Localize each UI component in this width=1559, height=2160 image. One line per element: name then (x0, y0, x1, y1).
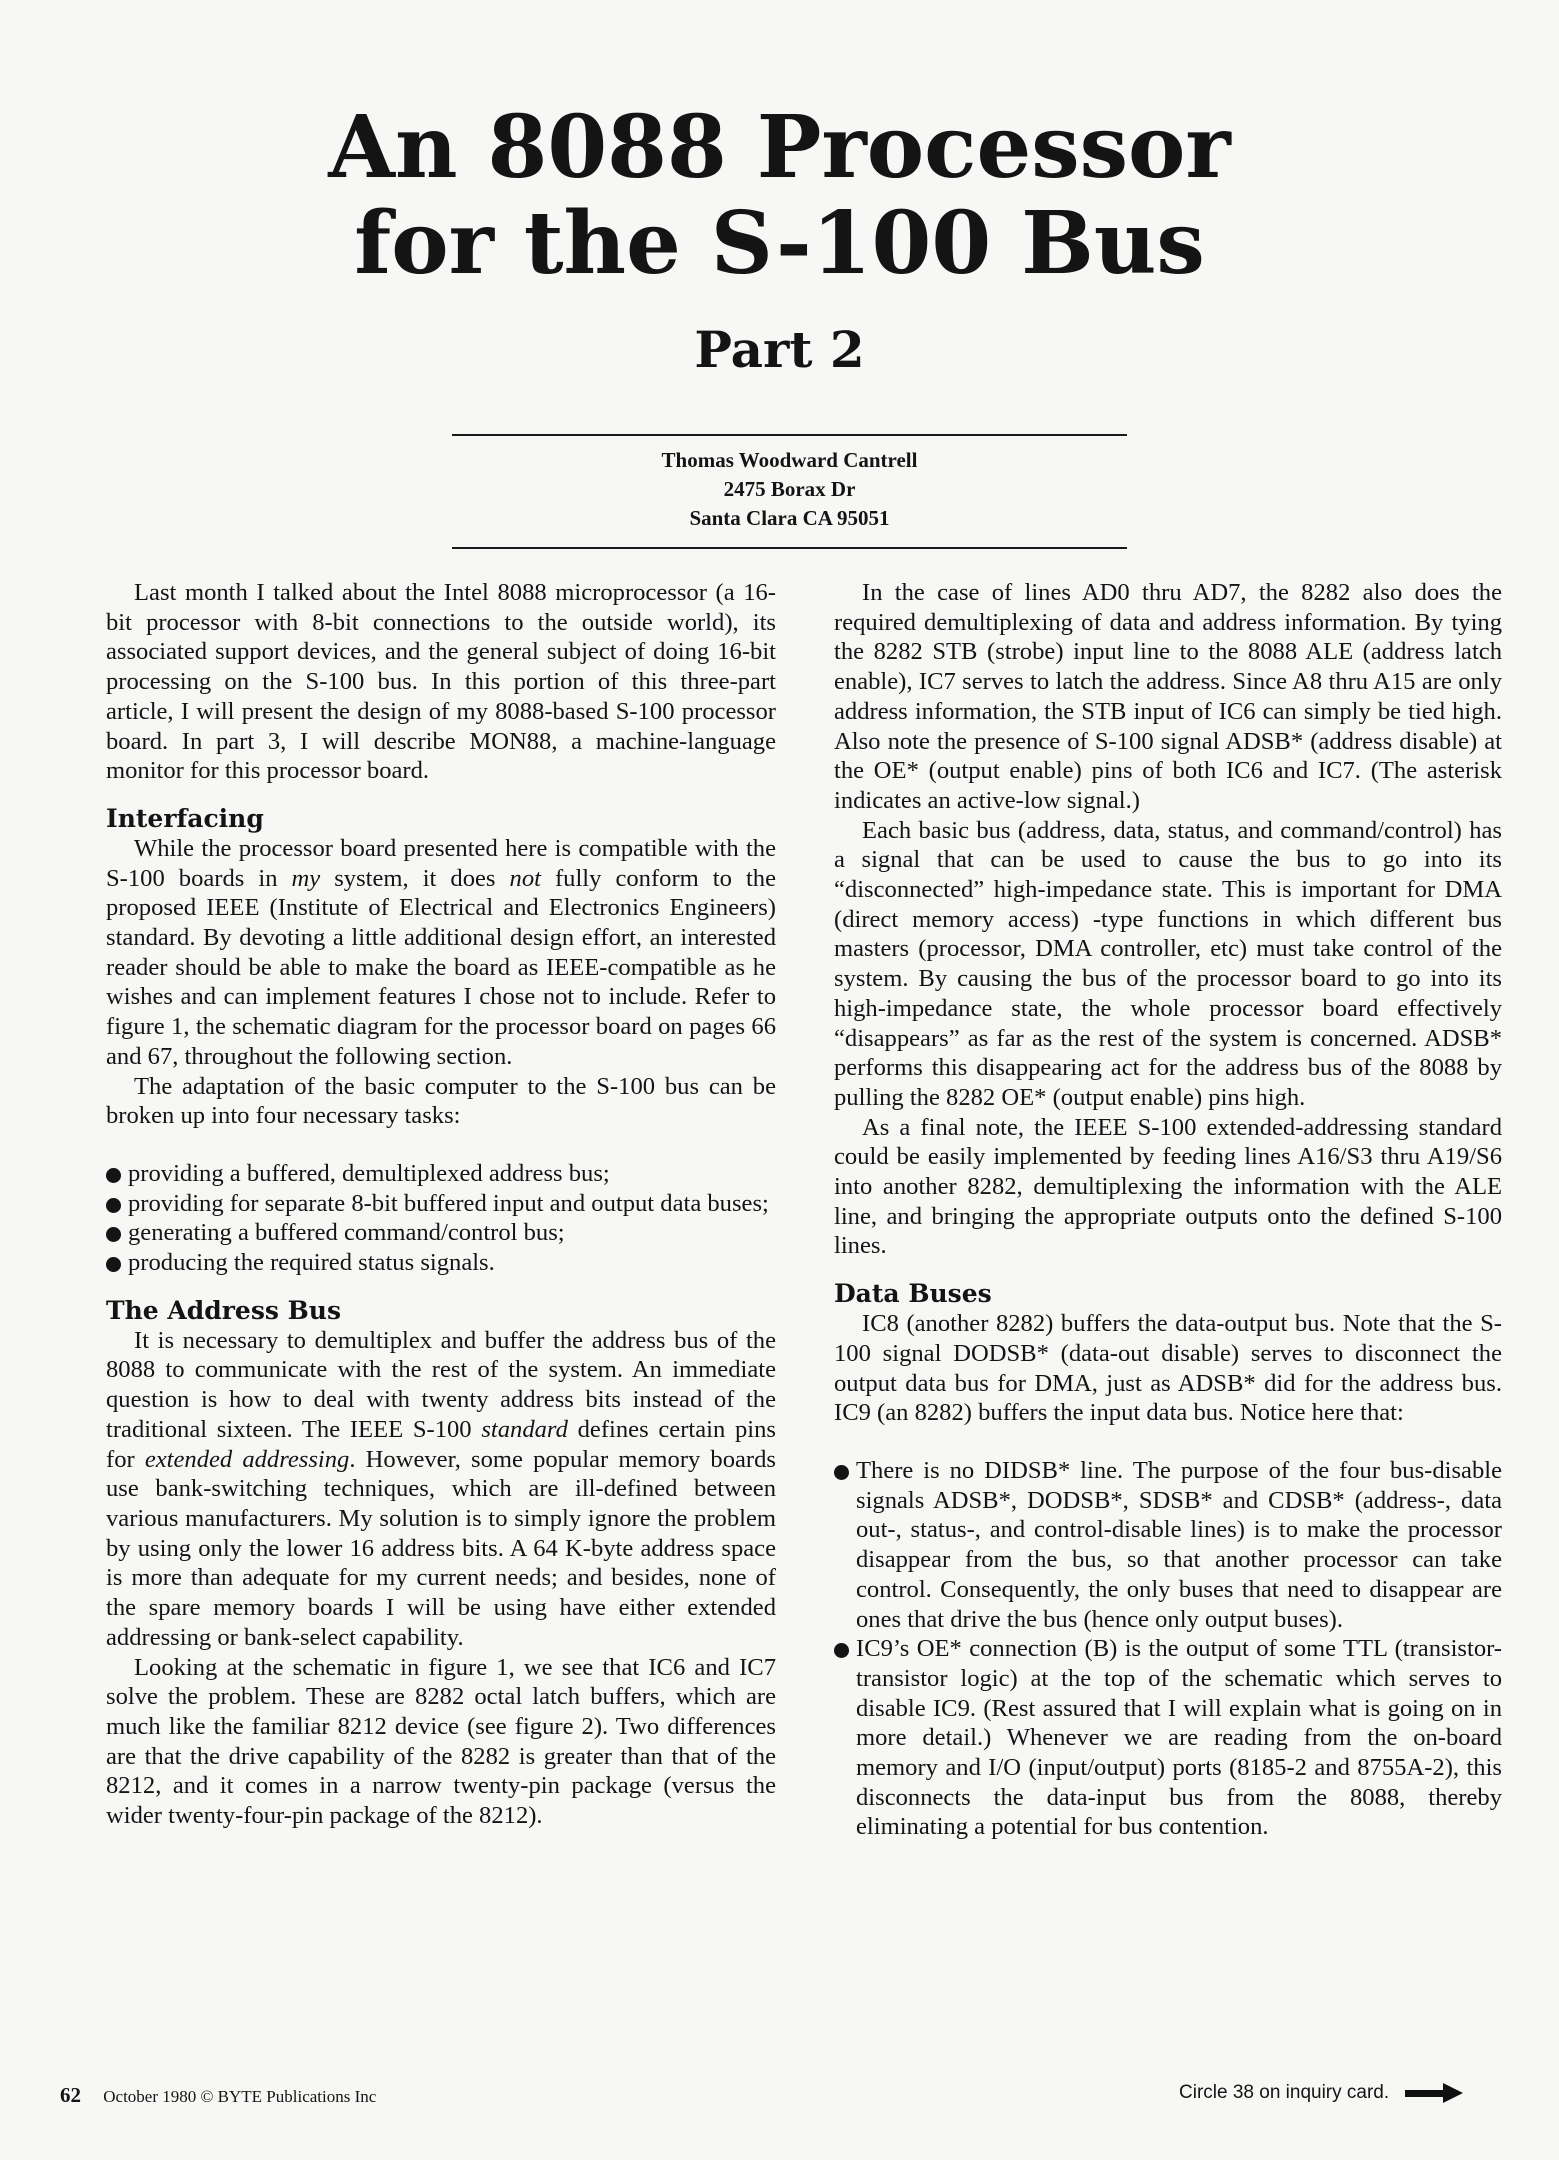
bullet-icon (106, 1227, 121, 1242)
spacer (834, 1428, 1502, 1456)
right-column (834, 578, 1502, 1842)
text-run: fully conform to the proposed IEEE (Institute of Electrical and Electronics Engineers) standard. By devoting a little additional design effort, an interested reader should be able to make the board as IEEE-compatible as he wishes and can implement features I chose not to include. Refer to figure 1, the schematic diagram for the processor board on pages 66 and 67, throughout the following section. (106, 864, 776, 1070)
list-item-text: generating a buffered command/control bus; (128, 1219, 565, 1247)
issue-credit: October 1980 © BYTE Publications Inc (103, 2087, 377, 2106)
text-run: . However, some popular memory boards use bank-switching techniques, which are ill-defined between various manufacturers. My solution is to simply ignore the problem by using only the lower 16 address bits. A 64 K-byte address space is more than adequate for my current needs; and besides, none of the spare memory boards I will be using have either extended addressing or bank-select capability. (106, 1445, 776, 1651)
text-run: While the processor board presented here is compatible with the S-100 boards in (106, 834, 776, 892)
bullet-icon (834, 1643, 849, 1658)
section-heading-address-bus: The Address Bus (106, 1295, 342, 1325)
list-item-text: There is no DIDSB* line. The purpose of the four bus-disable signals ADSB*, DODSB*, SDSB* and CDSB* (address-, data out-, status-, and control-disable lines) is to make the processor disappear from the bus, so that another processor can take control. Consequently, the only buses that need to disappear are ones that drive the bus (hence only output buses). (856, 1456, 1502, 1633)
address-bus-paragraph-1 (106, 1326, 776, 1653)
interfacing-paragraph-2: The adaptation of the basic computer to the S-100 bus can be broken up into four necessary tasks: (106, 1072, 776, 1130)
bullet-icon (106, 1257, 121, 1272)
list-item (106, 1248, 776, 1278)
article-header (0, 97, 1559, 380)
interfacing-paragraph-1 (106, 834, 776, 1072)
list-item-text: producing the required status signals. (128, 1249, 495, 1277)
article-title-line-1: An 8088 Processor (328, 97, 1231, 198)
address-bus-paragraph-2: Looking at the schematic in figure 1, we see that IC6 and IC7 solve the problem. These are 8282 octal latch buffers, which are much like the familiar 8212 device (see figure 2). Two differences are that the drive capability of the 8282 is greater than that of the 8212, and it comes in a narrow twenty-pin package (versus the wider twenty-four-pin package of the 8212). (106, 1653, 776, 1830)
author-name: Thomas Woodward Cantrell (661, 448, 918, 472)
author-street: 2475 Borax Dr (723, 477, 856, 501)
byline (452, 434, 1127, 549)
bullet-icon (834, 1465, 849, 1480)
section-heading-data-buses: Data Buses (834, 1279, 992, 1309)
emphasis-my: my (291, 864, 321, 892)
address-bus-paragraph-5: As a final note, the IEEE S-100 extended-addressing standard could be easily implemented by feeding lines A16/S3 thru A19/S6 into another 8282, demultiplexing the information with the ALE line, and bringing the appropriate outputs onto the defined S-100 lines. (834, 1113, 1502, 1260)
address-bus-paragraph-4: Each basic bus (address, data, status, and command/control) has a signal that can be used to cause the bus to go into its “disconnected” high-impedance state. This is important for DMA (direct memory access) -type functions in which different bus masters (processor, DMA controller, etc) must take control of the system. By causing the bus of the processor board to go into its high-impedance state, the whole processor board effectively “disappears” as far as the rest of the system is concerned. ADSB* performs this disappearing act for the address bus of the 8088 by pulling the 8282 OE* (output enable) pins high. (834, 816, 1502, 1111)
text-run: defines certain pins for (106, 1415, 776, 1473)
page-number: 62 (60, 2083, 81, 2107)
list-item (106, 1159, 776, 1189)
data-buses-paragraph-1: IC8 (another 8282) buffers the data-output bus. Note that the S-100 signal DODSB* (data-out disable) serves to disconnect the output data bus for DMA, just as ADSB* did for the address bus. IC9 (an 8282) buffers the input data bus. Notice here that: (834, 1310, 1502, 1427)
section-heading-interfacing: Interfacing (106, 803, 264, 833)
tasks-list (106, 1159, 776, 1278)
list-item (834, 1634, 1502, 1842)
emphasis-not: not (509, 864, 541, 892)
data-bus-notes-list (834, 1456, 1502, 1842)
text-run: It is necessary to demultiplex and buffer the address bus of the 8088 to communicate with the rest of the system. An immediate question is how to deal with twenty address bits instead of the traditional sixteen. The IEEE S-100 (106, 1326, 776, 1443)
list-item-text: providing a buffered, demultiplexed address bus; (128, 1159, 610, 1187)
article-title-line-2: for the S-100 Bus (354, 193, 1205, 294)
intro-paragraph: Last month I talked about the Intel 8088 microprocessor (a 16-bit processor with 8-bit connections to the outside world), its associated support devices, and the general subject of doing 16-bit processing on the S-100 bus. In this portion of this three-part article, I will present the design of my 8088-based S-100 processor board. In part 3, I will describe MON88, a machine-language monitor for this processor board. (106, 579, 776, 785)
spacer (106, 1131, 776, 1159)
page-footer-right (1179, 2082, 1463, 2104)
emphasis-extended-addressing: extended addressing (144, 1445, 350, 1473)
inquiry-note: Circle 38 on inquiry card. (1179, 2082, 1390, 2103)
right-arrow-icon (1405, 2083, 1463, 2103)
list-item (106, 1218, 776, 1248)
article-subtitle: Part 2 (694, 320, 865, 379)
author-city: Santa Clara CA 95051 (689, 506, 890, 530)
page-footer-left (60, 2083, 376, 2108)
text-run: system, it does (320, 864, 510, 892)
left-column (106, 578, 776, 1831)
address-bus-paragraph-3: In the case of lines AD0 thru AD7, the 8282 also does the required demultiplexing of data and address information. By tying the 8282 STB (strobe) input line to the 8088 ALE (address latch enable), IC7 serves to latch the address. Since A8 thru A15 are only address information, the STB input of IC6 can simply be tied high. Also note the presence of S-100 signal ADSB* (address disable) at the OE* (output enable) pins of both IC6 and IC7. (The asterisk indicates an active-low signal.) (834, 579, 1502, 814)
list-item (834, 1456, 1502, 1634)
list-item-text: providing for separate 8-bit buffered input and output data buses; (128, 1189, 769, 1217)
list-item (106, 1189, 776, 1219)
emphasis-standard: standard (481, 1415, 568, 1443)
bullet-icon (106, 1168, 121, 1183)
list-item-text: IC9’s OE* connection (B) is the output of some TTL (transistor-transistor logic) at the top of the schematic which serves to disable IC9. (Rest assured that I will explain what is going on in more detail.) Whenever we are reading from the on-board memory and I/O (input/output) ports (8185-2 and 8755A-2), this disconnects the data-input bus from the 8088, thereby eliminating a potential for bus contention. (856, 1635, 1502, 1841)
bullet-icon (106, 1198, 121, 1213)
